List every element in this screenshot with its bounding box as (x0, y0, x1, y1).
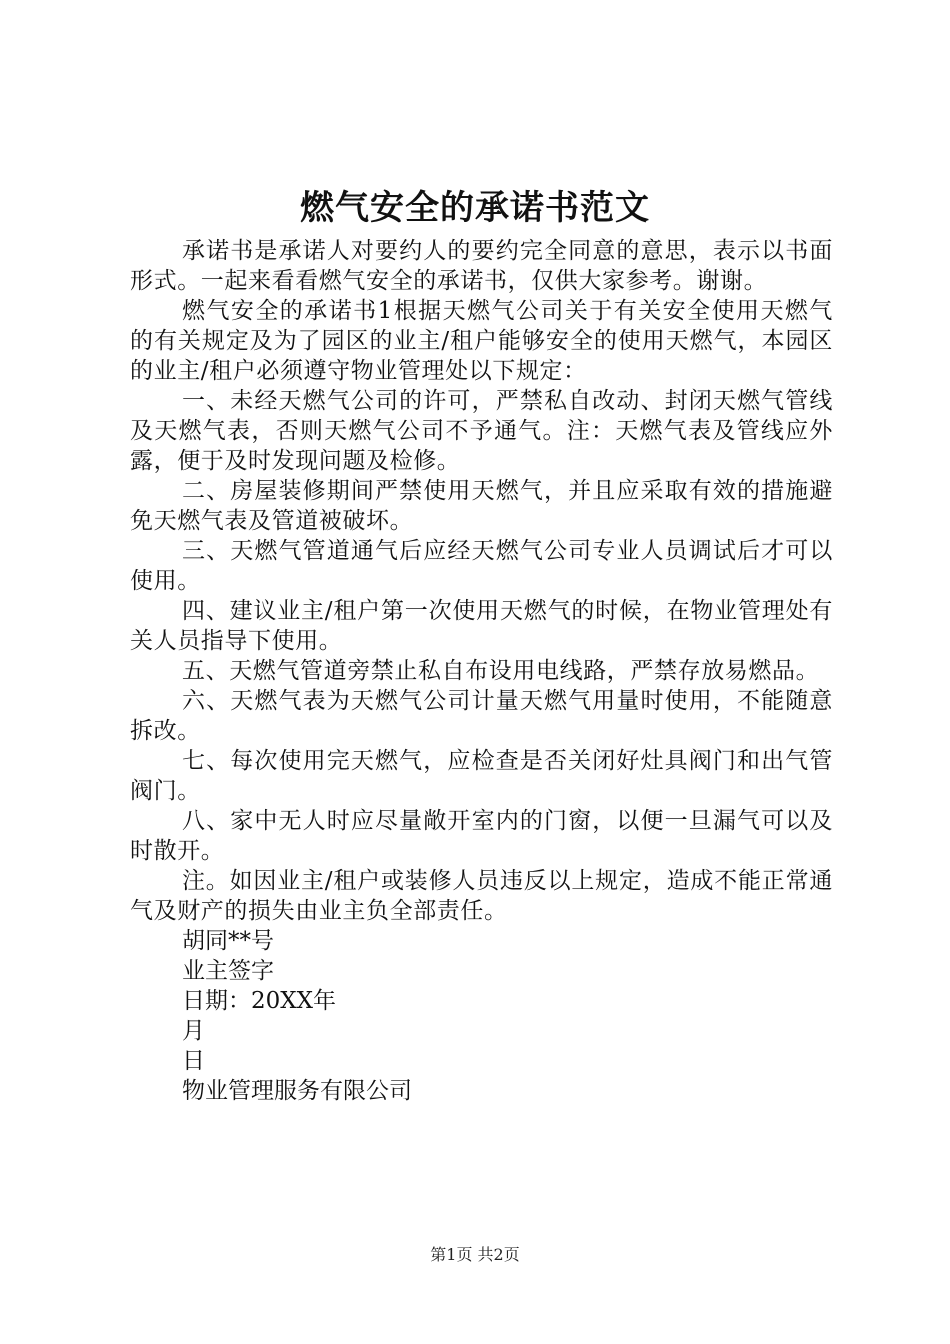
rule-item-2: 二、房屋装修期间严禁使用天燃气，并且应采取有效的措施避免天燃气表及管道被破坏。 (130, 478, 833, 534)
owner-signature-line: 业主签字 (182, 958, 274, 984)
rule-item-1: 一、未经天燃气公司的许可，严禁私自改动、封闭天燃气管线及天燃气表，否则天燃气公司不予通气。注：天燃气表及管线应外露，便于及时发现问题及检修。 (130, 388, 833, 474)
page-number-footer: 第1页 共2页 (430, 1245, 520, 1264)
rule-item-6: 六、天燃气表为天燃气公司计量天燃气用量时使用，不能随意拆改。 (130, 688, 833, 744)
note-paragraph: 注。如因业主/租户或装修人员违反以上规定，造成不能正常通气及财产的损失由业主负全部责任。 (130, 868, 833, 924)
date-year-line: 日期：20XX年 (182, 988, 337, 1014)
rule-item-4: 四、建议业主/租户第一次使用天燃气的时候，在物业管理处有关人员指导下使用。 (130, 598, 833, 654)
rule-item-3: 三、天燃气管道通气后应经天燃气公司专业人员调试后才可以使用。 (130, 538, 833, 594)
preamble-paragraph: 燃气安全的承诺书1根据天燃气公司关于有关安全使用天燃气的有关规定及为了园区的业主/租户能够安全的使用天燃气，本园区的业主/租户必须遵守物业管理处以下规定： (130, 298, 833, 384)
rule-item-7: 七、每次使用完天燃气，应检查是否关闭好灶具阀门和出气管阀门。 (130, 748, 833, 804)
rule-item-8: 八、家中无人时应尽量敞开室内的门窗，以便一旦漏气可以及时散开。 (130, 808, 833, 864)
intro-paragraph: 承诺书是承诺人对要约人的要约完全同意的意思，表示以书面形式。一起来看看燃气安全的承诺书，仅供大家参考。谢谢。 (130, 238, 833, 294)
rule-item-5: 五、天燃气管道旁禁止私自布设用电线路，严禁存放易燃品。 (182, 658, 820, 684)
date-day-line: 日 (182, 1048, 205, 1074)
document-title: 燃气安全的承诺书范文 (300, 188, 650, 228)
address-line: 胡同**号 (182, 928, 274, 954)
document-body (130, 236, 833, 1106)
date-month-line: 月 (182, 1018, 205, 1044)
company-name-line: 物业管理服务有限公司 (182, 1078, 412, 1104)
